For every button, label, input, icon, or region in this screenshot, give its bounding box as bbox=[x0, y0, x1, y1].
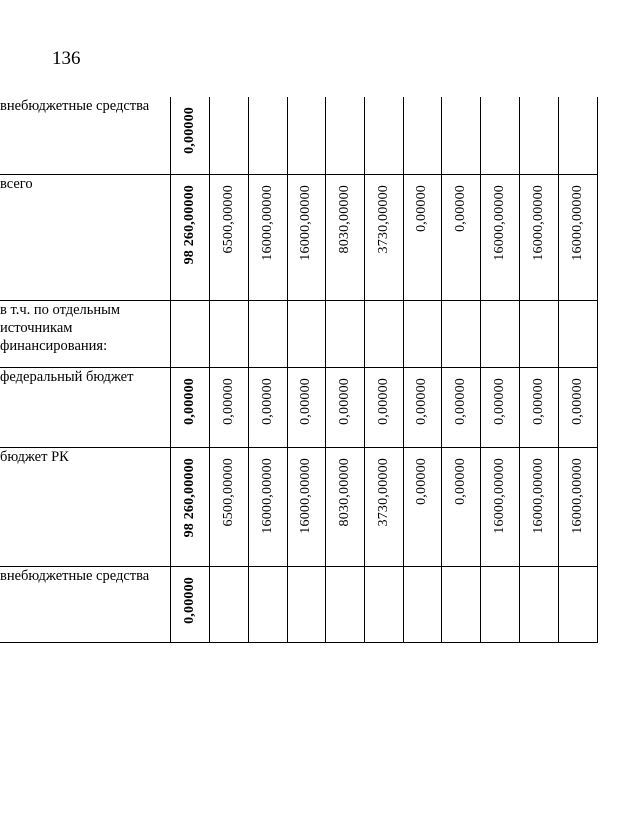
total-cell bbox=[170, 300, 209, 367]
row-label: всего bbox=[0, 174, 170, 300]
value-cell bbox=[441, 97, 480, 174]
cell-value: 0,00000 bbox=[452, 457, 468, 505]
value-cell bbox=[519, 367, 558, 447]
value-cell bbox=[287, 300, 325, 367]
cell-value: 0,00000 bbox=[452, 184, 468, 232]
value-cell bbox=[558, 367, 597, 447]
value-cell bbox=[325, 367, 364, 447]
page-number: 136 bbox=[52, 48, 81, 69]
value-cell bbox=[248, 97, 287, 174]
value-cell bbox=[325, 97, 364, 174]
value-cell bbox=[209, 566, 248, 642]
value-cell bbox=[519, 174, 558, 300]
total-cell bbox=[170, 367, 209, 447]
cell-value: 3730,00000 bbox=[375, 457, 391, 526]
value-cell bbox=[364, 97, 403, 174]
table-row bbox=[0, 97, 597, 174]
cell-value: 0,00000 bbox=[491, 377, 507, 425]
value-cell bbox=[364, 367, 403, 447]
value-cell bbox=[248, 367, 287, 447]
cell-value: 16000,00000 bbox=[298, 457, 313, 534]
value-cell bbox=[209, 367, 248, 447]
cell-value: 0,00000 bbox=[259, 377, 275, 425]
table-row bbox=[0, 447, 597, 566]
total-value: 98 260,00000 bbox=[181, 184, 197, 264]
value-cell bbox=[403, 97, 441, 174]
cell-value: 16000,00000 bbox=[259, 457, 275, 534]
value-cell bbox=[441, 174, 480, 300]
cell-value: 6500,00000 bbox=[220, 184, 236, 253]
value-cell bbox=[441, 447, 480, 566]
cell-value: 16000,00000 bbox=[491, 457, 507, 534]
value-cell bbox=[403, 447, 441, 566]
value-cell bbox=[209, 447, 248, 566]
table-row bbox=[0, 367, 597, 447]
value-cell bbox=[558, 300, 597, 367]
value-cell bbox=[403, 300, 441, 367]
value-cell bbox=[287, 447, 325, 566]
value-cell bbox=[403, 367, 441, 447]
cell-value: 0,00000 bbox=[375, 377, 391, 425]
value-cell bbox=[480, 174, 519, 300]
value-cell bbox=[364, 300, 403, 367]
cell-value: 16000,00000 bbox=[298, 184, 313, 261]
budget-table bbox=[0, 97, 598, 643]
table-row bbox=[0, 300, 597, 367]
cell-value: 0,00000 bbox=[414, 184, 429, 232]
cell-value: 0,00000 bbox=[569, 377, 585, 425]
value-cell bbox=[364, 447, 403, 566]
value-cell bbox=[287, 566, 325, 642]
cell-value: 16000,00000 bbox=[530, 457, 546, 534]
table-row bbox=[0, 566, 597, 642]
total-cell bbox=[170, 174, 209, 300]
total-value: 98 260,00000 bbox=[181, 457, 197, 537]
value-cell bbox=[519, 566, 558, 642]
value-cell bbox=[403, 174, 441, 300]
cell-value: 6500,00000 bbox=[220, 457, 236, 526]
cell-value: 16000,00000 bbox=[491, 184, 507, 261]
total-cell bbox=[170, 447, 209, 566]
value-cell bbox=[325, 447, 364, 566]
value-cell bbox=[287, 174, 325, 300]
cell-value: 16000,00000 bbox=[530, 184, 546, 261]
total-cell bbox=[170, 97, 209, 174]
cell-value: 3730,00000 bbox=[375, 184, 391, 253]
cell-value: 0,00000 bbox=[414, 457, 429, 505]
value-cell bbox=[519, 447, 558, 566]
table-row bbox=[0, 174, 597, 300]
row-label: федеральный бюджет bbox=[0, 367, 170, 447]
cell-value: 0,00000 bbox=[414, 377, 429, 425]
row-label: бюджет РК bbox=[0, 447, 170, 566]
value-cell bbox=[558, 97, 597, 174]
cell-value: 0,00000 bbox=[298, 377, 313, 425]
value-cell bbox=[480, 367, 519, 447]
value-cell bbox=[558, 447, 597, 566]
value-cell bbox=[441, 367, 480, 447]
value-cell bbox=[364, 174, 403, 300]
value-cell bbox=[403, 566, 441, 642]
value-cell bbox=[480, 300, 519, 367]
value-cell bbox=[325, 300, 364, 367]
cell-value: 16000,00000 bbox=[569, 184, 585, 261]
value-cell bbox=[209, 300, 248, 367]
cell-value: 0,00000 bbox=[336, 377, 352, 425]
value-cell bbox=[209, 97, 248, 174]
cell-value: 0,00000 bbox=[530, 377, 546, 425]
row-label: в т.ч. по отдельным источникам финансирования: bbox=[0, 300, 170, 367]
value-cell bbox=[325, 566, 364, 642]
value-cell bbox=[480, 566, 519, 642]
value-cell bbox=[519, 300, 558, 367]
value-cell bbox=[480, 97, 519, 174]
value-cell bbox=[441, 566, 480, 642]
value-cell bbox=[558, 566, 597, 642]
value-cell bbox=[364, 566, 403, 642]
value-cell bbox=[248, 300, 287, 367]
cell-value: 8030,00000 bbox=[336, 184, 352, 253]
value-cell bbox=[325, 174, 364, 300]
value-cell bbox=[248, 447, 287, 566]
total-value: 0,00000 bbox=[181, 107, 197, 154]
row-label: внебюджетные средства bbox=[0, 566, 170, 642]
total-cell bbox=[170, 566, 209, 642]
value-cell bbox=[248, 566, 287, 642]
value-cell bbox=[287, 367, 325, 447]
cell-value: 16000,00000 bbox=[259, 184, 275, 261]
cell-value: 0,00000 bbox=[452, 377, 468, 425]
value-cell bbox=[248, 174, 287, 300]
value-cell bbox=[558, 174, 597, 300]
total-value: 0,00000 bbox=[181, 377, 197, 425]
value-cell bbox=[480, 447, 519, 566]
value-cell bbox=[519, 97, 558, 174]
value-cell bbox=[209, 174, 248, 300]
row-label: внебюджетные средства bbox=[0, 97, 170, 174]
value-cell bbox=[287, 97, 325, 174]
cell-value: 0,00000 bbox=[220, 377, 236, 425]
value-cell bbox=[441, 300, 480, 367]
cell-value: 8030,00000 bbox=[336, 457, 352, 526]
cell-value: 16000,00000 bbox=[569, 457, 585, 534]
total-value: 0,00000 bbox=[181, 576, 197, 624]
